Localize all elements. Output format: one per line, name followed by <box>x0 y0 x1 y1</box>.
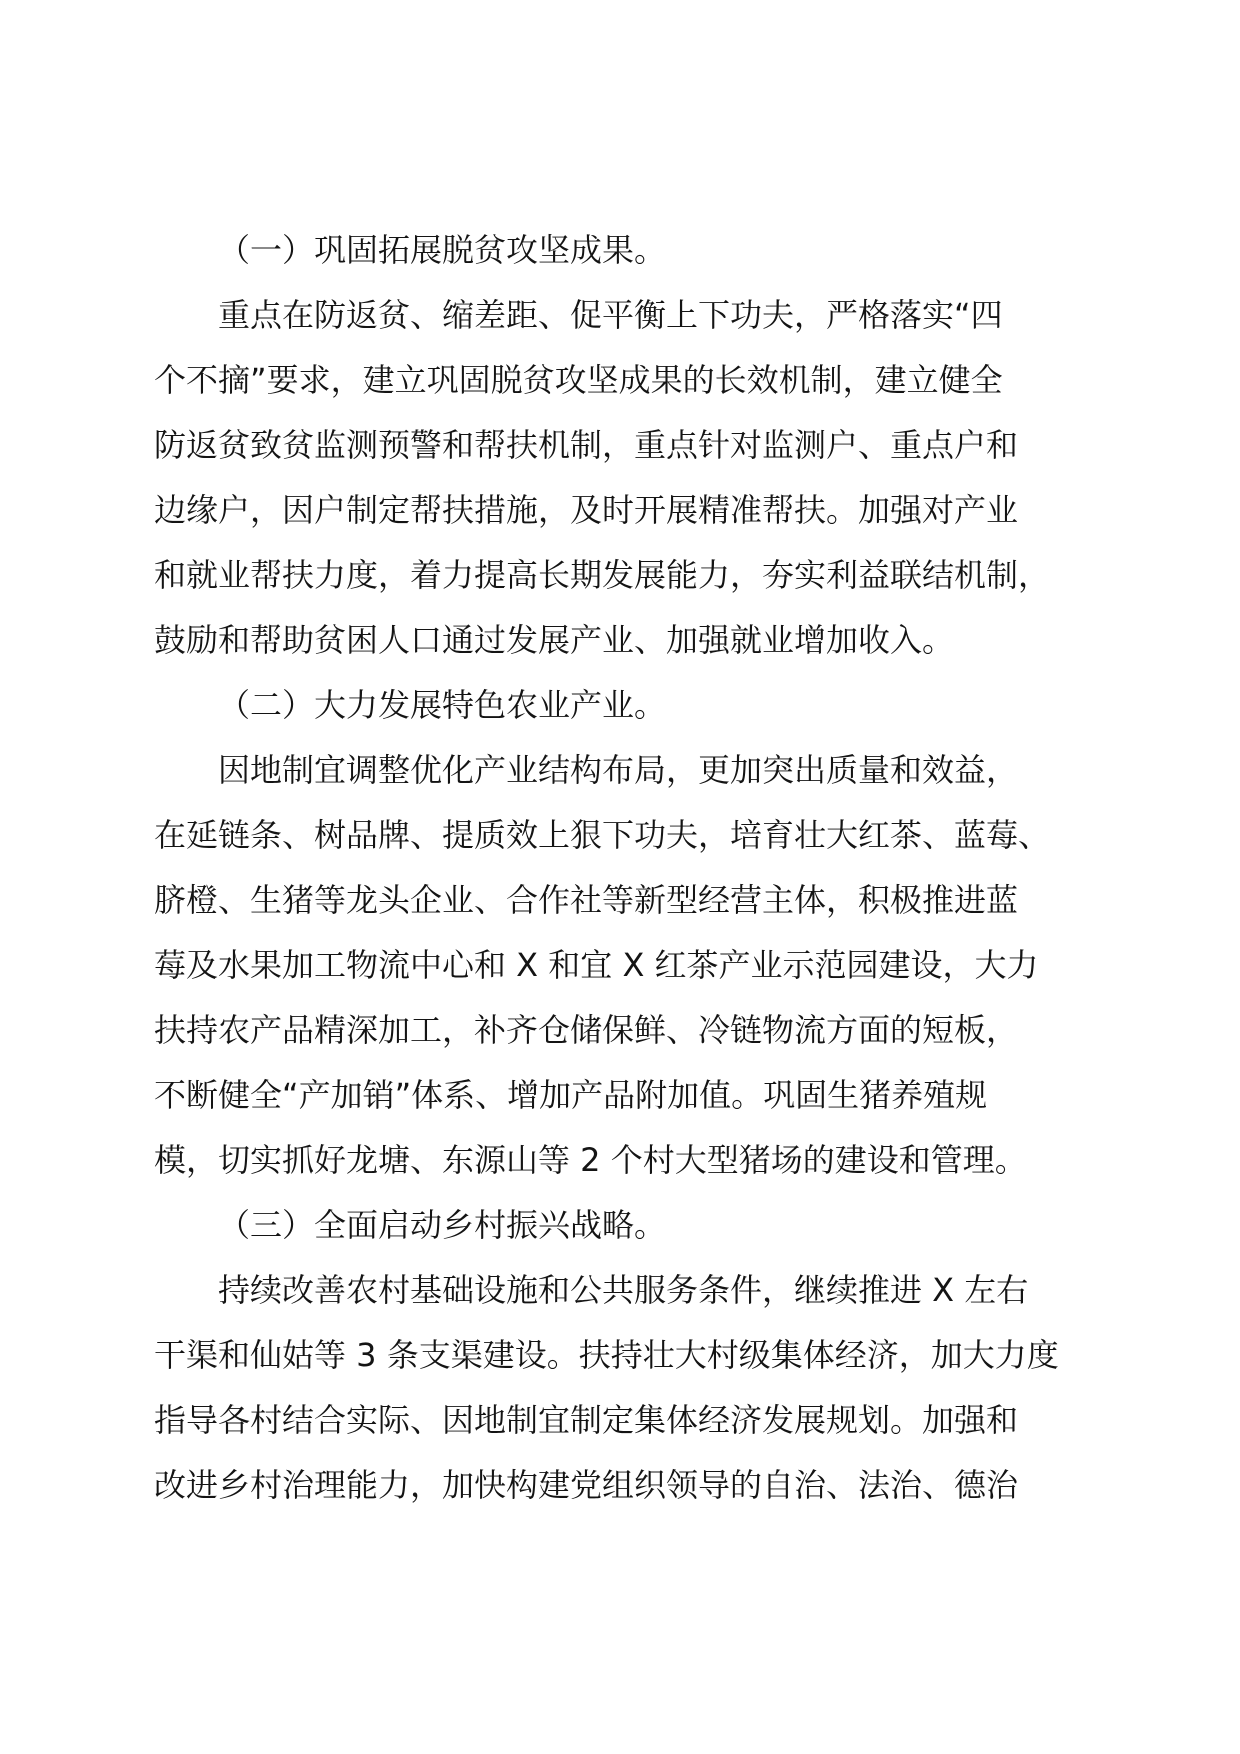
paragraph-1-line-4: 边缘户，因户制定帮扶措施，及时开展精准帮扶。加强对产业 <box>154 491 1019 529</box>
paragraph-2-line-4: 莓及水果加工物流中心和 X 和宜 X 红茶产业示范园建设，大力 <box>154 946 1039 984</box>
paragraph-2-line-5: 扶持农产品精深加工，补齐仓储保鲜、冷链物流方面的短板， <box>154 1011 1019 1049</box>
section-heading-1: （一）巩固拓展脱贫攻坚成果。 <box>218 231 667 269</box>
paragraph-3-line-1: 持续改善农村基础设施和公共服务条件，继续推进 X 左右 <box>218 1271 1029 1309</box>
section-heading-3: （三）全面启动乡村振兴战略。 <box>218 1206 667 1244</box>
paragraph-1-line-6: 鼓励和帮助贫困人口通过发展产业、加强就业增加收入。 <box>154 621 955 659</box>
paragraph-2-line-1: 因地制宜调整优化产业结构布局，更加突出质量和效益， <box>218 751 1019 789</box>
paragraph-2-line-7: 模，切实抓好龙塘、东源山等 2 个村大型猪场的建设和管理。 <box>154 1141 1027 1179</box>
section-heading-2: （二）大力发展特色农业产业。 <box>218 686 667 724</box>
paragraph-3-line-4: 改进乡村治理能力，加快构建党组织领导的自治、法治、德治 <box>154 1466 1019 1504</box>
paragraph-3-line-2: 干渠和仙姑等 3 条支渠建设。扶持壮大村级集体经济，加大力度 <box>154 1336 1059 1374</box>
paragraph-1-line-5: 和就业帮扶力度，着力提高长期发展能力，夯实利益联结机制， <box>154 556 1051 594</box>
paragraph-1-line-2: 个不摘”要求，建立巩固脱贫攻坚成果的长效机制，建立健全 <box>154 361 1003 399</box>
paragraph-3-line-3: 指导各村结合实际、因地制宜制定集体经济发展规划。加强和 <box>154 1401 1019 1439</box>
paragraph-2-line-3: 脐橙、生猪等龙头企业、合作社等新型经营主体，积极推进蓝 <box>154 881 1019 919</box>
document-body <box>154 218 1094 1518</box>
paragraph-2-line-2: 在延链条、树品牌、提质效上狠下功夫，培育壮大红茶、蓝莓、 <box>154 816 1051 854</box>
paragraph-2-line-6: 不断健全“产加销”体系、增加产品附加值。巩固生猪养殖规 <box>154 1076 988 1114</box>
paragraph-1-line-3: 防返贫致贫监测预警和帮扶机制，重点针对监测户、重点户和 <box>154 426 1019 464</box>
paragraph-1-line-1: 重点在防返贫、缩差距、促平衡上下功夫，严格落实“四 <box>218 296 1003 334</box>
